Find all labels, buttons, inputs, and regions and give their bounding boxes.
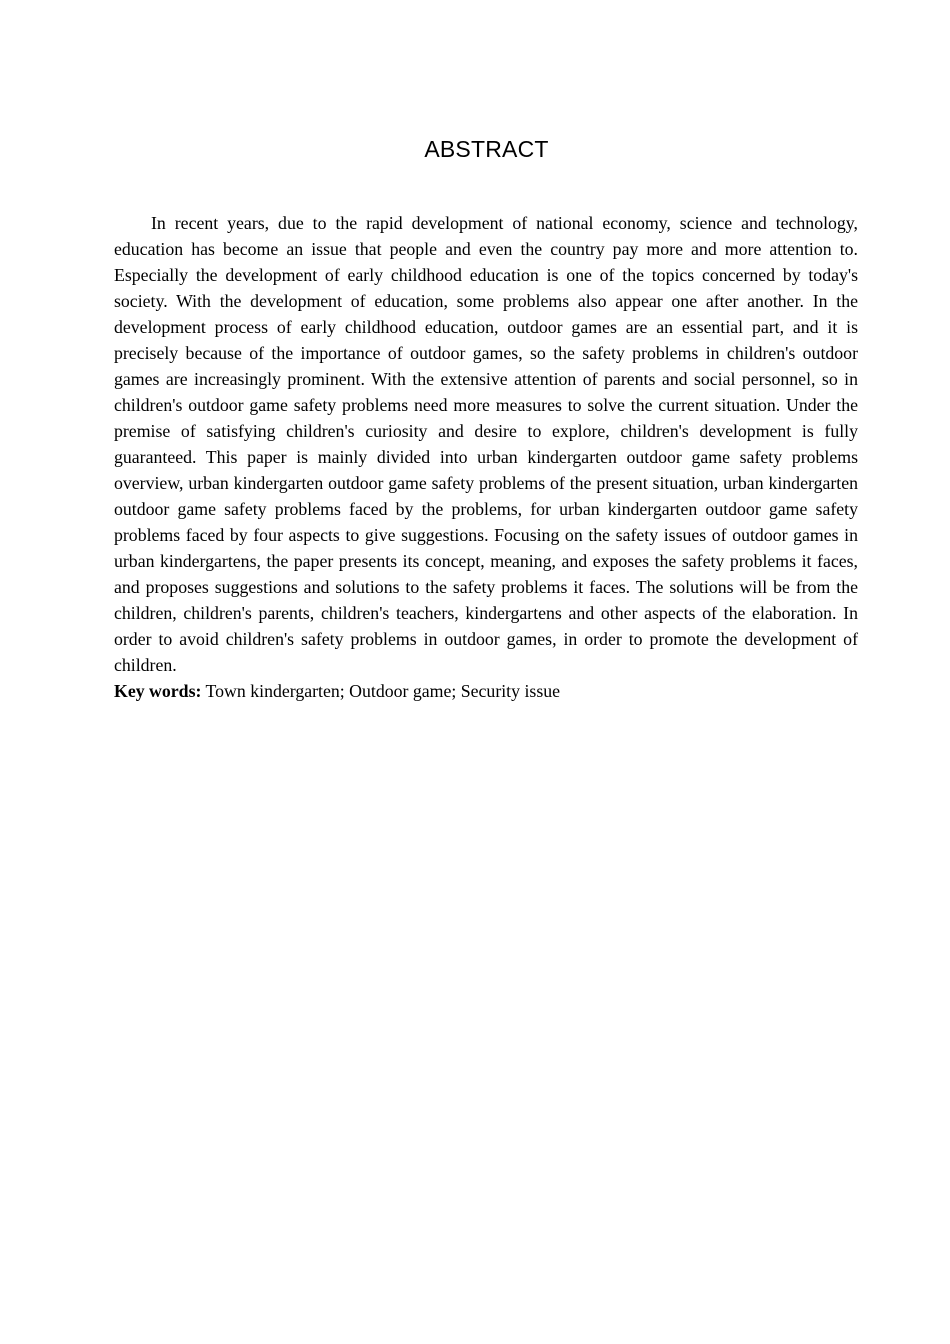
keywords-value: Town kindergarten; Outdoor game; Security issue <box>205 681 561 701</box>
abstract-body <box>114 210 858 704</box>
abstract-paragraph: In recent years, due to the rapid development of national economy, science and technology, education has become an issue that people and even the country pay more and more attention to. Especially the development of early childhood education is one of the topics concerned by today's society. With the development of education, some problems also appear one after another. In the development process of early childhood education, outdoor games are an essential part, and it is precisely because of the importance of outdoor games, so the safety problems in children's outdoor games are increasingly prominent. With the extensive attention of parents and social personnel, so in children's outdoor game safety problems need more measures to solve the current situation. Under the premise of satisfying children's curiosity and desire to explore, children's development is fully guaranteed. This paper is mainly divided into urban kindergarten outdoor game safety problems overview, urban kindergarten outdoor game safety problems of the present situation, urban kindergarten outdoor game safety problems faced by the problems, for urban kindergarten outdoor game safety problems faced by four aspects to give suggestions. Focusing on the safety issues of outdoor games in urban kindergartens, the paper presents its concept, meaning, and exposes the safety problems it faces, and proposes suggestions and solutions to the safety problems it faces. The solutions will be from the children, children's parents, children's teachers, kindergartens and other aspects of the elaboration. In order to avoid children's safety problems in outdoor games, in order to promote the development of children. <box>114 213 858 675</box>
keywords-line <box>114 678 858 704</box>
abstract-title: ABSTRACT <box>424 136 549 162</box>
keywords-label: Key words: <box>114 681 202 701</box>
